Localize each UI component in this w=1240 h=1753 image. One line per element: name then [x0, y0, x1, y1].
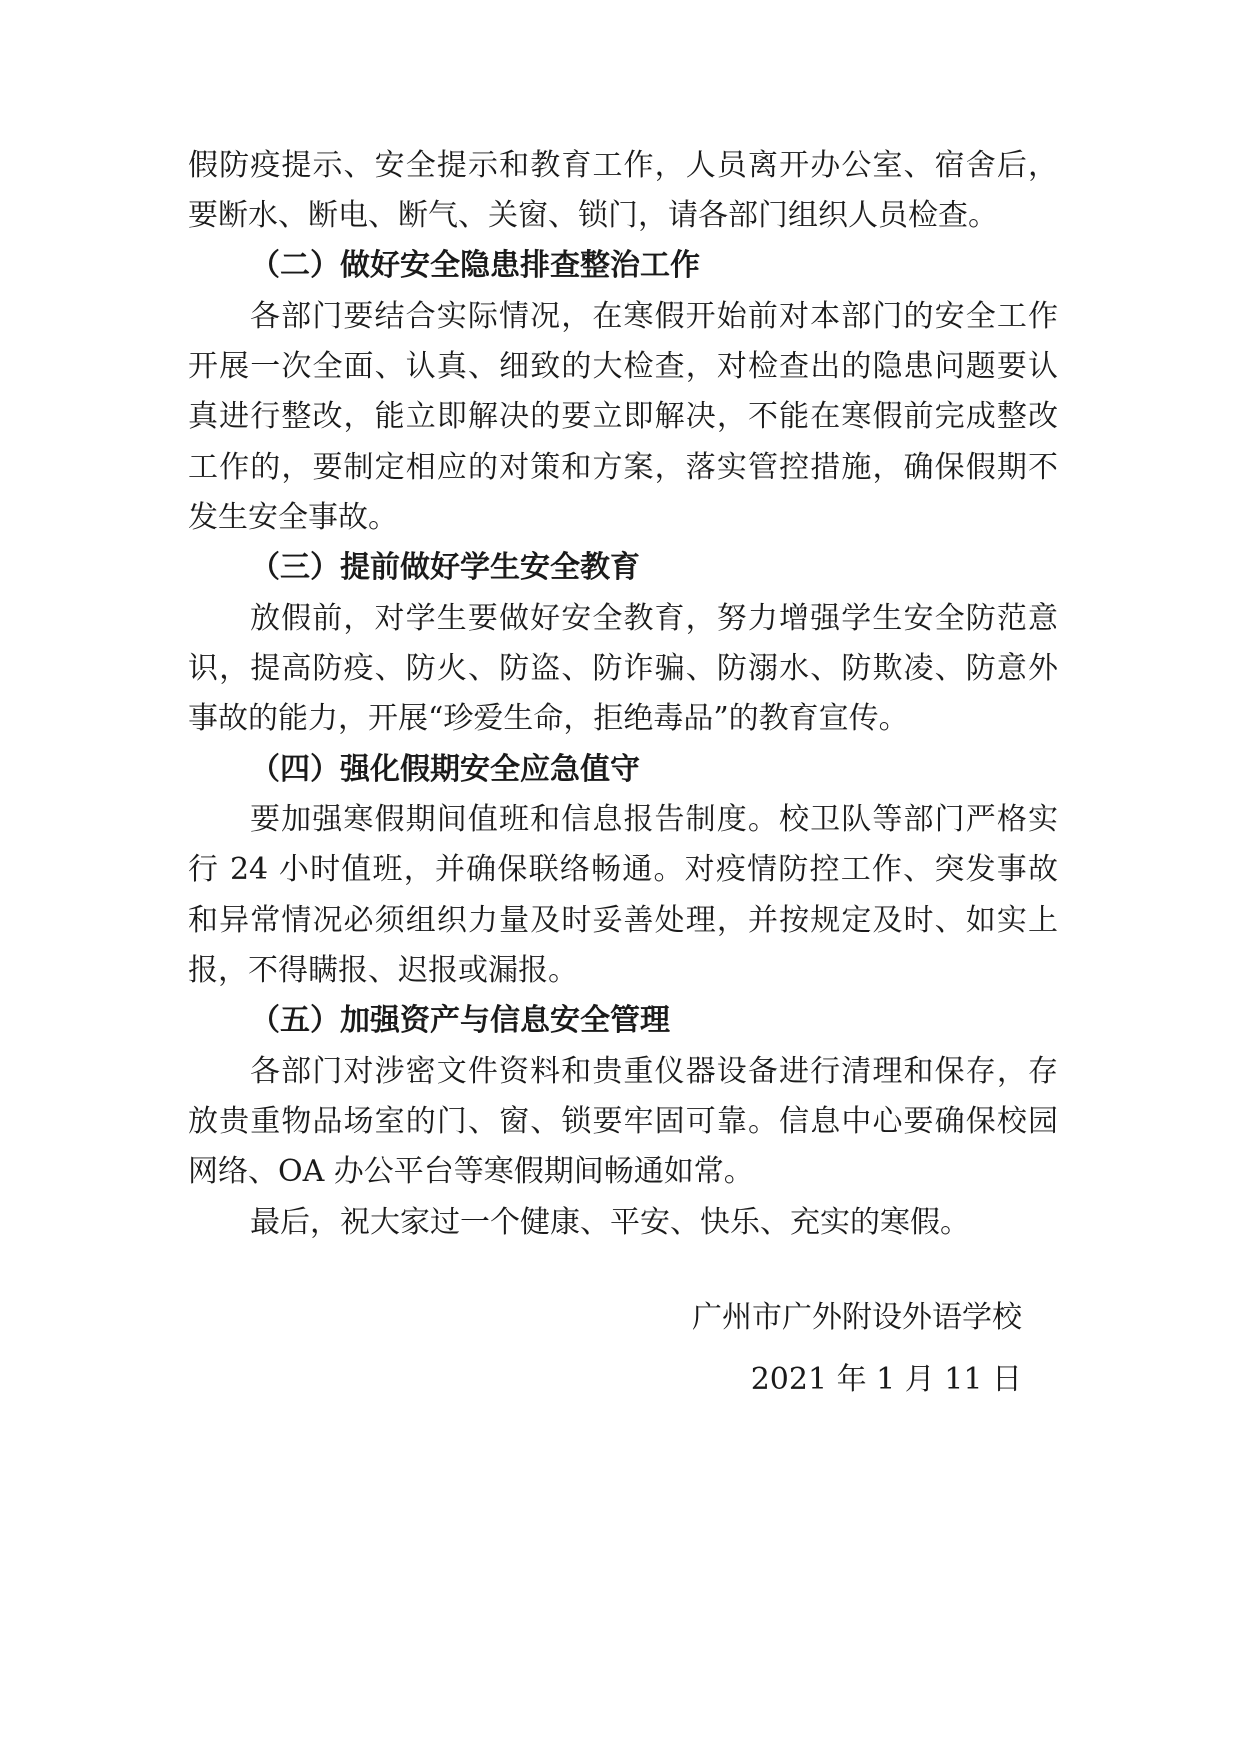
closing-line: 最后，祝大家过一个健康、平安、快乐、充实的寒假。	[250, 1205, 970, 1240]
section-heading: （四）强化假期安全应急值守	[250, 752, 640, 787]
body-line: 识，提高防疫、防火、防盗、防诈骗、防溺水、防欺凌、防意外	[188, 651, 1058, 686]
body-line: 网络、OA 办公平台等寒假期间畅通如常。	[188, 1154, 754, 1189]
signature-date: 2021 年 1 月 11 日	[750, 1362, 1022, 1397]
body-line: 放假前，对学生要做好安全教育，努力增强学生安全防范意	[250, 601, 1058, 636]
body-line: 发生安全事故。	[188, 500, 398, 535]
body-line: 要加强寒假期间值班和信息报告制度。校卫队等部门严格实	[250, 802, 1058, 837]
body-line: 真进行整改，能立即解决的要立即解决，不能在寒假前完成整改	[188, 399, 1058, 434]
section-heading: （二）做好安全隐患排查整治工作	[250, 248, 700, 283]
body-line: 行 24 小时值班，并确保联络畅通。对疫情防控工作、突发事故	[188, 852, 1058, 887]
signature-organization: 广州市广外附设外语学校	[692, 1300, 1022, 1335]
body-line: 事故的能力，开展“珍爱生命，拒绝毒品”的教育宣传。	[188, 701, 909, 736]
section-heading: （三）提前做好学生安全教育	[250, 550, 640, 585]
body-line: 放贵重物品场室的门、窗、锁要牢固可靠。信息中心要确保校园	[188, 1104, 1058, 1139]
body-line: 开展一次全面、认真、细致的大检查，对检查出的隐患问题要认	[188, 349, 1058, 384]
body-line: 各部门对涉密文件资料和贵重仪器设备进行清理和保存，存	[250, 1054, 1058, 1089]
body-line: 假防疫提示、安全提示和教育工作，人员离开办公室、宿舍后，	[188, 148, 1058, 183]
body-line: 工作的，要制定相应的对策和方案，落实管控措施，确保假期不	[188, 450, 1058, 485]
section-heading: （五）加强资产与信息安全管理	[250, 1003, 670, 1038]
body-line: 报，不得瞒报、迟报或漏报。	[188, 953, 578, 988]
body-line: 和异常情况必须组织力量及时妥善处理，并按规定及时、如实上	[188, 903, 1058, 938]
body-line: 各部门要结合实际情况，在寒假开始前对本部门的安全工作	[250, 299, 1058, 334]
body-line: 要断水、断电、断气、关窗、锁门，请各部门组织人员检查。	[188, 198, 998, 233]
